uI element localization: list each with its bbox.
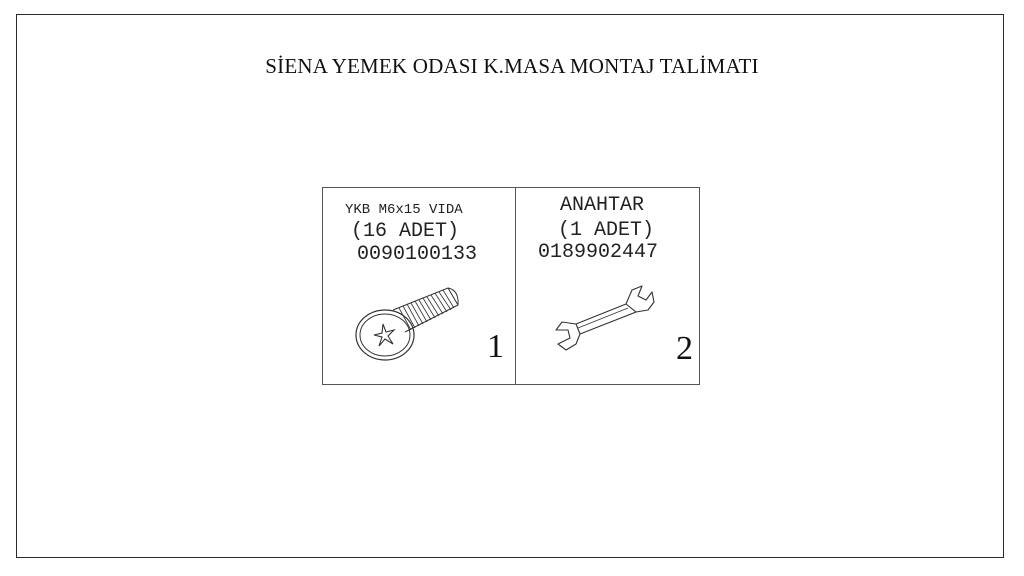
part-name: ANAHTAR — [560, 194, 645, 217]
parts-table — [322, 187, 700, 385]
page-title: SİENA YEMEK ODASI K.MASA MONTAJ TALİMATI — [265, 54, 759, 78]
part-cell-wrench — [516, 188, 699, 384]
part-quantity: (1 ADET) — [558, 219, 655, 242]
part-number: 1 — [487, 328, 504, 365]
part-name: YKB M6x15 VIDA — [345, 202, 463, 218]
part-quantity: (16 ADET) — [351, 220, 460, 243]
part-code: 0189902447 — [538, 241, 659, 264]
part-number: 2 — [676, 330, 693, 367]
part-cell-screw — [323, 188, 516, 384]
part-code: 0090100133 — [357, 243, 478, 266]
wrench-icon — [552, 284, 662, 364]
screw-icon — [353, 280, 473, 360]
